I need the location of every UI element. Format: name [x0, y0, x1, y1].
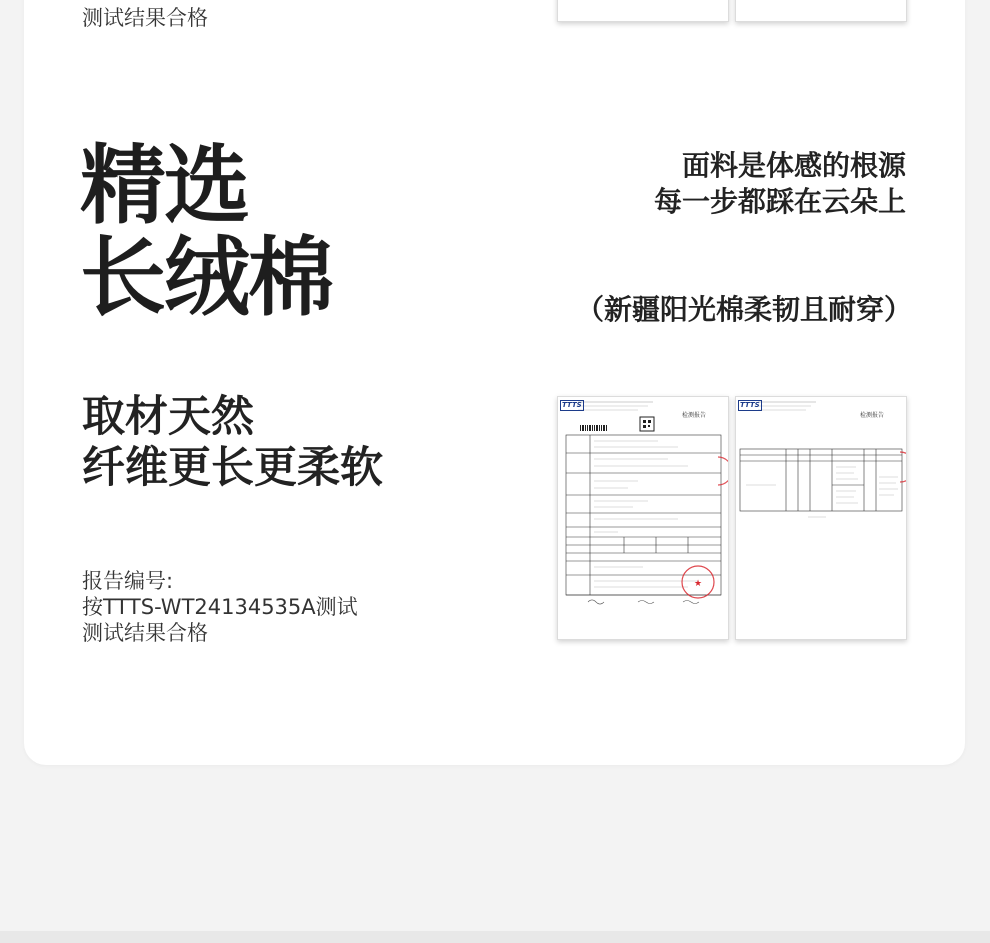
report-number-label: 报告编号:	[82, 569, 174, 593]
doc2-table-graphic	[736, 397, 906, 639]
test-report-document-1	[557, 396, 729, 640]
slogan-line1: 面料是体感的根源	[681, 149, 906, 182]
hero-title-line2: 长绒棉	[80, 228, 332, 328]
report-number: 按TTTS-WT24134535A测试	[82, 595, 358, 619]
feature-line2: 纤维更长更柔软	[82, 443, 383, 493]
doc2-heading: 检测报告	[860, 412, 885, 419]
report-info	[82, 568, 358, 646]
cotton-note: （新疆阳光棉柔韧且耐穿）	[575, 293, 912, 326]
tts-logo: TTTS	[740, 401, 760, 409]
hero-title-line1: 精选	[80, 136, 248, 236]
report-document-top-left	[557, 0, 729, 22]
bottom-strip	[0, 931, 990, 943]
report-result: 测试结果合格	[82, 621, 208, 645]
doc1-heading: 检测报告	[682, 412, 707, 419]
content-card	[24, 0, 965, 765]
hero-title	[80, 136, 332, 328]
top-result-text: 测试结果合格	[82, 6, 208, 30]
feature-title	[82, 392, 383, 494]
test-report-document-2	[735, 396, 907, 640]
tts-logo: TTTS	[562, 401, 582, 409]
report-document-top-right	[735, 0, 907, 22]
svg-text:★: ★	[694, 579, 703, 589]
slogan-line2: 每一步都踩在云朵上	[653, 185, 906, 218]
feature-line1: 取材天然	[82, 392, 254, 442]
doc1-table-graphic	[558, 397, 728, 639]
